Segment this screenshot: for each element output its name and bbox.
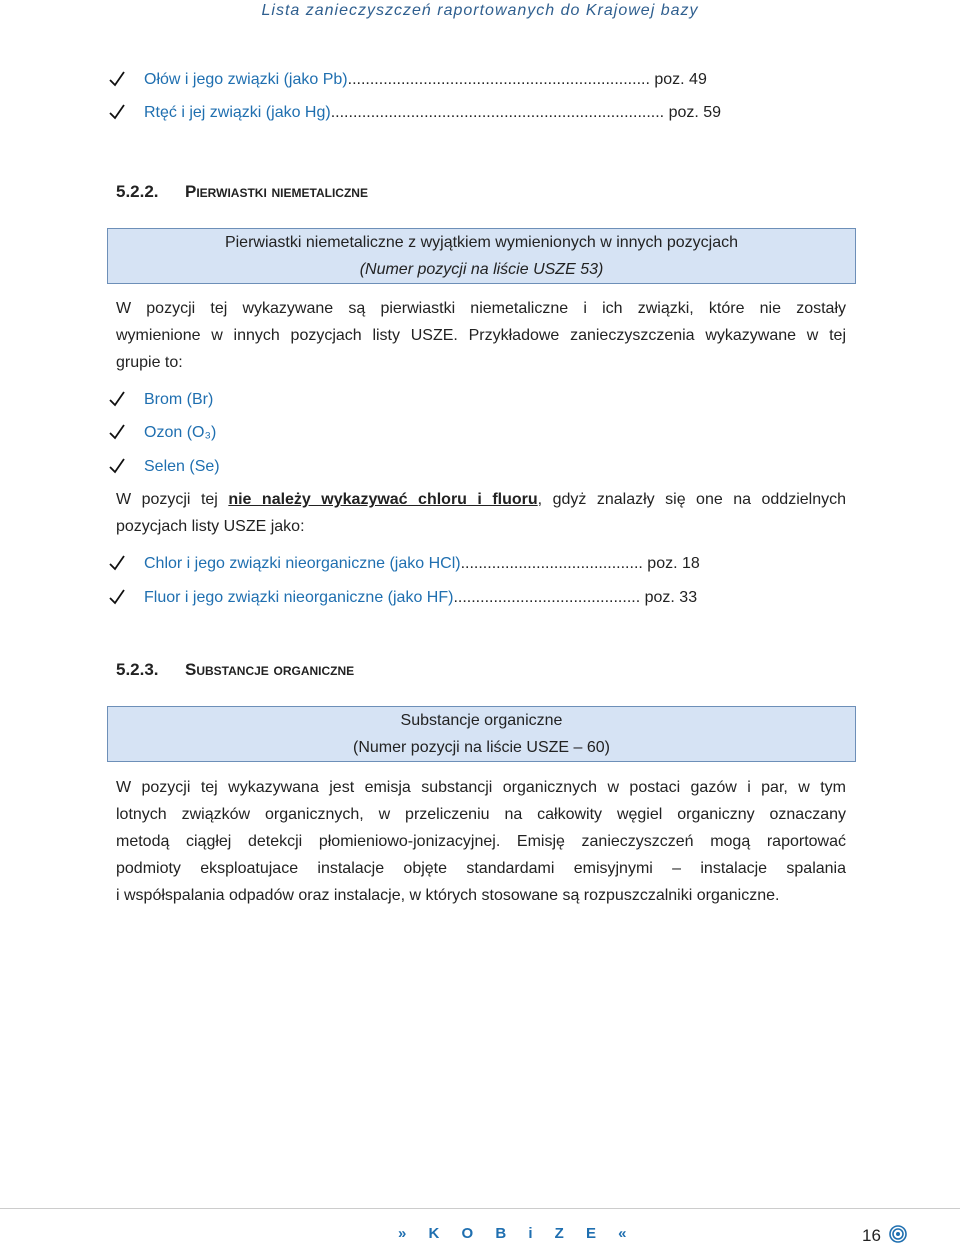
checkmark-icon xyxy=(108,389,126,409)
section-heading: 5.2.2. Pierwiastki niemetaliczne xyxy=(116,182,368,201)
footer-divider xyxy=(0,1208,960,1209)
box-subtitle: (Numer pozycji na liście USZE 53) xyxy=(359,261,604,278)
paragraph: W pozycji tej wykazywane są pierwiastki niemetaliczne i ich związki, które nie zostały wymienione w innych pozycjach listy USZE. Przykładowe zanieczyszczenia wykazywane w tej grupie to: xyxy=(116,300,846,371)
info-box xyxy=(107,228,856,284)
checkmark-icon xyxy=(108,456,126,476)
checkmark-icon xyxy=(108,69,126,89)
running-header: Lista zanieczyszczeń raportowanych do Krajowej bazy xyxy=(261,2,699,19)
emphasis: nie należy wykazywać chloru i fluoru xyxy=(228,491,538,508)
info-box xyxy=(107,706,856,762)
checkmark-icon xyxy=(108,102,126,122)
checkmark-icon xyxy=(108,587,126,607)
paragraph: W pozycji tej wykazywana jest emisja substancji organicznych w postaci gazów i par, w tym lotnych związków organicznych, w przeliczeniu na całkowity węgiel organiczny oznaczany metodą ciągłej detekcji płomieniowo-jonizacyjnej. Emisję zanieczyszczeń mogą raportować podmioty eksploatujace instalacje objęte standardami emisyjnymi – instalacje spalania i współspalania odpadów oraz instalacje, w których stosowane są rozpuszczalniki organiczne. xyxy=(116,779,846,904)
box-title: Pierwiastki niemetaliczne z wyjątkiem wymienionych w innych pozycjach xyxy=(224,234,739,251)
section-heading: 5.2.3. Substancje organiczne xyxy=(116,660,355,679)
box-title: Substancje organiczne xyxy=(400,712,563,729)
checkmark-icon xyxy=(108,553,126,573)
box-subtitle: (Numer pozycji na liście USZE – 60) xyxy=(353,739,610,756)
footer-brand: » K O B i Z E « xyxy=(398,1225,636,1242)
target-icon xyxy=(889,1225,907,1243)
checkmark-icon xyxy=(108,422,126,442)
page-number: 16 xyxy=(862,1226,881,1245)
paragraph: W pozycji tej nie należy wykazywać chloru i fluoru, gdyż znalazły się one na oddzielnych pozycjach listy USZE jako: xyxy=(116,491,846,535)
